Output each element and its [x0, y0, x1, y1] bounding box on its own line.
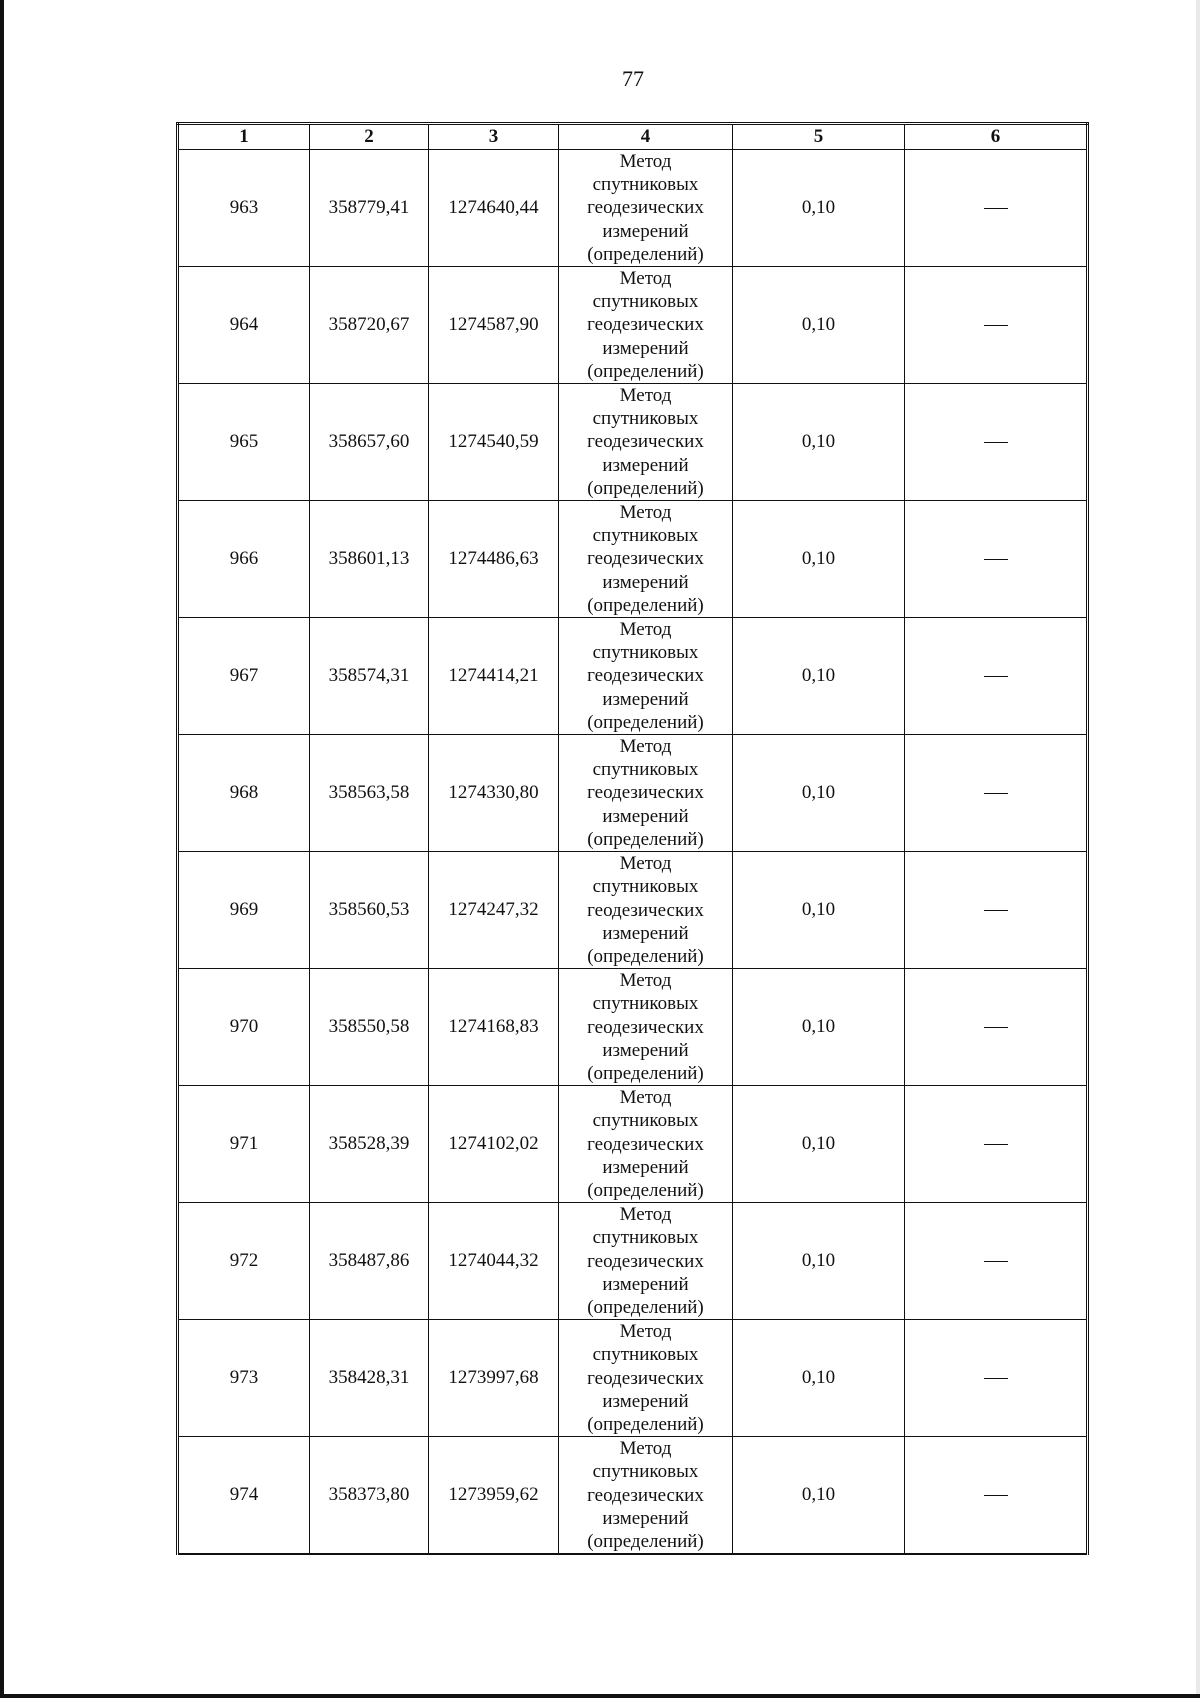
y-coordinate-cell: 1273997,68 — [429, 1320, 559, 1437]
method-cell — [559, 618, 733, 735]
x-coordinate-cell: 358601,13 — [310, 501, 429, 618]
method-line: спутниковых — [592, 642, 699, 664]
note-cell — [905, 150, 1088, 267]
method-line: геодезических — [587, 665, 704, 687]
method-cell — [559, 1086, 733, 1203]
point-number-cell: 967 — [178, 618, 310, 735]
method-line: спутниковых — [592, 993, 699, 1015]
method-line: (определений) — [587, 1179, 704, 1201]
table-row — [178, 1437, 1088, 1555]
dash-mark — [984, 1027, 1008, 1028]
y-coordinate-cell: 1274486,63 — [429, 501, 559, 618]
method-line: геодезических — [587, 899, 704, 921]
accuracy-cell: 0,10 — [733, 501, 905, 618]
y-coordinate-cell: 1274044,32 — [429, 1203, 559, 1320]
note-cell — [905, 1320, 1088, 1437]
method-line: (определений) — [587, 243, 704, 265]
x-coordinate-cell: 358487,86 — [310, 1203, 429, 1320]
table-row — [178, 618, 1088, 735]
accuracy-cell: 0,10 — [733, 969, 905, 1086]
y-coordinate-cell: 1274330,80 — [429, 735, 559, 852]
y-coordinate-cell: 1274247,32 — [429, 852, 559, 969]
y-coordinate-cell: 1273959,62 — [429, 1437, 559, 1555]
scan-edge-bottom — [0, 1694, 1200, 1698]
method-cell — [559, 1437, 733, 1555]
method-line: (определений) — [587, 828, 704, 850]
x-coordinate-cell: 358550,58 — [310, 969, 429, 1086]
dash-mark — [984, 793, 1008, 794]
method-line: спутниковых — [592, 174, 699, 196]
x-coordinate-cell: 358563,58 — [310, 735, 429, 852]
method-line: Метод — [619, 1087, 672, 1109]
method-line: Метод — [619, 1204, 672, 1226]
method-line: Метод — [619, 1321, 672, 1343]
coordinates-table — [176, 122, 1089, 1555]
method-line: спутниковых — [592, 291, 699, 313]
table-row — [178, 267, 1088, 384]
note-cell — [905, 618, 1088, 735]
table-body — [178, 150, 1088, 1555]
point-number-cell: 970 — [178, 969, 310, 1086]
method-line: Метод — [619, 151, 672, 172]
point-number-cell: 964 — [178, 267, 310, 384]
method-line: Метод — [619, 502, 672, 524]
method-line: Метод — [619, 970, 672, 992]
point-number-cell: 969 — [178, 852, 310, 969]
page-number: 77 — [622, 66, 644, 91]
x-coordinate-cell: 358720,67 — [310, 267, 429, 384]
accuracy-cell: 0,10 — [733, 1320, 905, 1437]
method-line: спутниковых — [592, 525, 699, 547]
x-coordinate-cell: 358657,60 — [310, 384, 429, 501]
method-line: спутниковых — [592, 759, 699, 781]
method-line: спутниковых — [592, 876, 699, 898]
note-cell — [905, 1437, 1088, 1555]
table-header-row — [178, 124, 1088, 150]
method-line: измерений — [602, 220, 689, 242]
column-header: 4 — [559, 124, 733, 150]
method-line: геодезических — [587, 1133, 704, 1155]
method-cell — [559, 267, 733, 384]
method-line: измерений — [602, 1507, 689, 1529]
dash-mark — [984, 325, 1008, 326]
dash-mark — [984, 1378, 1008, 1379]
table-row — [178, 1203, 1088, 1320]
method-line: (определений) — [587, 711, 704, 733]
point-number-cell: 965 — [178, 384, 310, 501]
scan-edge-left — [0, 0, 4, 1698]
scan-edge-right — [1196, 0, 1200, 1698]
table-row — [178, 384, 1088, 501]
method-line: спутниковых — [592, 1344, 699, 1366]
method-line: измерений — [602, 571, 689, 593]
method-line: геодезических — [587, 314, 704, 336]
method-line: измерений — [602, 1390, 689, 1412]
method-line: (определений) — [587, 1413, 704, 1435]
x-coordinate-cell: 358779,41 — [310, 150, 429, 267]
method-line: Метод — [619, 1438, 672, 1460]
method-cell — [559, 384, 733, 501]
table-row — [178, 735, 1088, 852]
note-cell — [905, 1203, 1088, 1320]
method-line: спутниковых — [592, 1110, 699, 1132]
method-cell — [559, 969, 733, 1086]
x-coordinate-cell: 358528,39 — [310, 1086, 429, 1203]
y-coordinate-cell: 1274587,90 — [429, 267, 559, 384]
table-row — [178, 150, 1088, 267]
method-cell — [559, 1320, 733, 1437]
method-line: измерений — [602, 922, 689, 944]
x-coordinate-cell: 358574,31 — [310, 618, 429, 735]
method-line: измерений — [602, 337, 689, 359]
method-line: геодезических — [587, 1250, 704, 1272]
accuracy-cell: 0,10 — [733, 150, 905, 267]
dash-mark — [984, 208, 1008, 209]
method-line: геодезических — [587, 782, 704, 804]
accuracy-cell: 0,10 — [733, 852, 905, 969]
method-cell — [559, 1203, 733, 1320]
dash-mark — [984, 676, 1008, 677]
method-line: (определений) — [587, 360, 704, 382]
point-number-cell: 974 — [178, 1437, 310, 1555]
method-line: геодезических — [587, 1367, 704, 1389]
y-coordinate-cell: 1274414,21 — [429, 618, 559, 735]
table-row — [178, 852, 1088, 969]
y-coordinate-cell: 1274540,59 — [429, 384, 559, 501]
accuracy-cell: 0,10 — [733, 1203, 905, 1320]
note-cell — [905, 1086, 1088, 1203]
method-line: (определений) — [587, 1530, 704, 1552]
point-number-cell: 963 — [178, 150, 310, 267]
method-line: (определений) — [587, 945, 704, 967]
method-line: измерений — [602, 1156, 689, 1178]
accuracy-cell: 0,10 — [733, 384, 905, 501]
accuracy-cell: 0,10 — [733, 618, 905, 735]
method-line: спутниковых — [592, 1227, 699, 1249]
dash-mark — [984, 1144, 1008, 1145]
dash-mark — [984, 442, 1008, 443]
column-header: 3 — [429, 124, 559, 150]
note-cell — [905, 969, 1088, 1086]
note-cell — [905, 501, 1088, 618]
column-header: 5 — [733, 124, 905, 150]
column-header: 1 — [178, 124, 310, 150]
point-number-cell: 973 — [178, 1320, 310, 1437]
point-number-cell: 971 — [178, 1086, 310, 1203]
method-line: (определений) — [587, 477, 704, 499]
method-line: (определений) — [587, 594, 704, 616]
method-line: (определений) — [587, 1062, 704, 1084]
point-number-cell: 972 — [178, 1203, 310, 1320]
table-row — [178, 501, 1088, 618]
dash-mark — [984, 910, 1008, 911]
method-line: измерений — [602, 1273, 689, 1295]
method-line: (определений) — [587, 1296, 704, 1318]
method-line: Метод — [619, 268, 672, 290]
x-coordinate-cell: 358373,80 — [310, 1437, 429, 1555]
accuracy-cell: 0,10 — [733, 1437, 905, 1555]
method-line: спутниковых — [592, 1461, 699, 1483]
method-line: Метод — [619, 853, 672, 875]
dash-mark — [984, 559, 1008, 560]
accuracy-cell: 0,10 — [733, 1086, 905, 1203]
y-coordinate-cell: 1274102,02 — [429, 1086, 559, 1203]
method-line: Метод — [619, 619, 672, 641]
note-cell — [905, 267, 1088, 384]
table-row — [178, 1320, 1088, 1437]
method-line: измерений — [602, 688, 689, 710]
method-line: геодезических — [587, 197, 704, 219]
point-number-cell: 966 — [178, 501, 310, 618]
method-line: измерений — [602, 1039, 689, 1061]
method-line: геодезических — [587, 1016, 704, 1038]
method-cell — [559, 501, 733, 618]
method-line: геодезических — [587, 1484, 704, 1506]
method-line: измерений — [602, 454, 689, 476]
note-cell — [905, 735, 1088, 852]
column-header: 2 — [310, 124, 429, 150]
column-header: 6 — [905, 124, 1088, 150]
note-cell — [905, 852, 1088, 969]
method-cell — [559, 735, 733, 852]
dash-mark — [984, 1261, 1008, 1262]
method-line: Метод — [619, 385, 672, 407]
method-line: Метод — [619, 736, 672, 758]
table-row — [178, 969, 1088, 1086]
accuracy-cell: 0,10 — [733, 735, 905, 852]
method-line: геодезических — [587, 431, 704, 453]
note-cell — [905, 384, 1088, 501]
table-row — [178, 1086, 1088, 1203]
y-coordinate-cell: 1274168,83 — [429, 969, 559, 1086]
method-line: спутниковых — [592, 408, 699, 430]
method-cell — [559, 852, 733, 969]
dash-mark — [984, 1495, 1008, 1496]
point-number-cell: 968 — [178, 735, 310, 852]
method-line: геодезических — [587, 548, 704, 570]
method-line: измерений — [602, 805, 689, 827]
y-coordinate-cell: 1274640,44 — [429, 150, 559, 267]
accuracy-cell: 0,10 — [733, 267, 905, 384]
method-cell — [559, 150, 733, 267]
x-coordinate-cell: 358428,31 — [310, 1320, 429, 1437]
x-coordinate-cell: 358560,53 — [310, 852, 429, 969]
